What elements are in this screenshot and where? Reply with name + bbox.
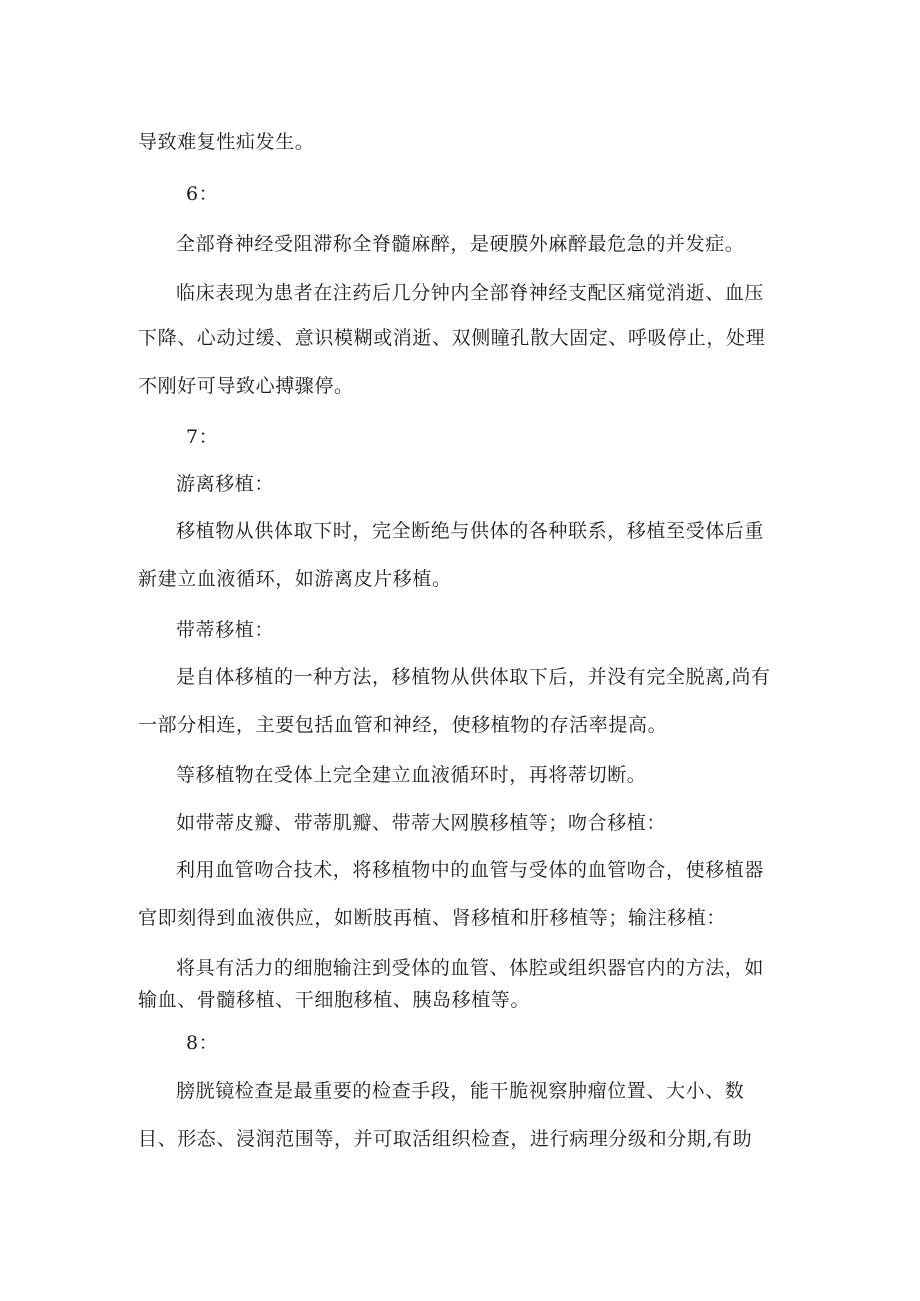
text-line: 导致难复性疝发生。 xyxy=(138,131,315,153)
text-line: 下降、心动过缓、意识模糊或消逝、双侧瞳孔散大固定、呼吸停止，处理 xyxy=(138,327,766,349)
text-line: 全部脊神经受阻滞称全脊髓麻醉，是硬膜外麻醉最危急的并发症。 xyxy=(176,233,745,255)
text-line: 一部分相连，主要包括血管和神经，使移植物的存活率提高。 xyxy=(138,714,668,736)
section-number: 7： xyxy=(186,426,219,448)
text-line: 游离移植： xyxy=(176,473,275,495)
text-line: 官即刻得到血液供应，如断肢再植、肾移植和肝移植等；输注移植： xyxy=(138,907,727,929)
text-line: 不刚好可导致心搏骤停。 xyxy=(138,375,354,397)
text-line: 输血、骨髓移植、干细胞移植、胰岛移植等。 xyxy=(138,989,531,1011)
text-line: 移植物从供体取下时，完全断绝与供体的各种联系，移植至受体后重 xyxy=(176,520,765,542)
text-line: 目、形态、浸润范围等，并可取活组织检查，进行病理分级和分期,有助 xyxy=(138,1128,753,1150)
text-line: 等移植物在受体上完全建立血液循环时，再将蒂切断。 xyxy=(176,764,647,786)
text-line: 膀胱镜检查是最重要的检查手段，能干脆视察肿瘤位置、大小、数 xyxy=(176,1080,745,1102)
text-line: 是自体移植的一种方法，移植物从供体取下后，并没有完全脱离,尚有 xyxy=(176,666,771,688)
text-line: 将具有活力的细胞输注到受体的血管、体腔或组织器官内的方法，如 xyxy=(176,957,765,979)
text-line: 如带蒂皮瓣、带蒂肌瓣、带蒂大网膜移植等；吻合移植： xyxy=(176,812,667,834)
text-line: 带蒂移植： xyxy=(176,619,275,641)
text-line: 临床表现为患者在注药后几分钟内全部脊神经支配区痛觉消逝、血压 xyxy=(176,282,765,304)
section-number: 8： xyxy=(186,1032,219,1054)
text-line: 利用血管吻合技术，将移植物中的血管与受体的血管吻合，使移植器 xyxy=(176,859,765,881)
text-line: 新建立血液循环，如游离皮片移植。 xyxy=(138,568,452,590)
section-number: 6： xyxy=(186,183,219,205)
